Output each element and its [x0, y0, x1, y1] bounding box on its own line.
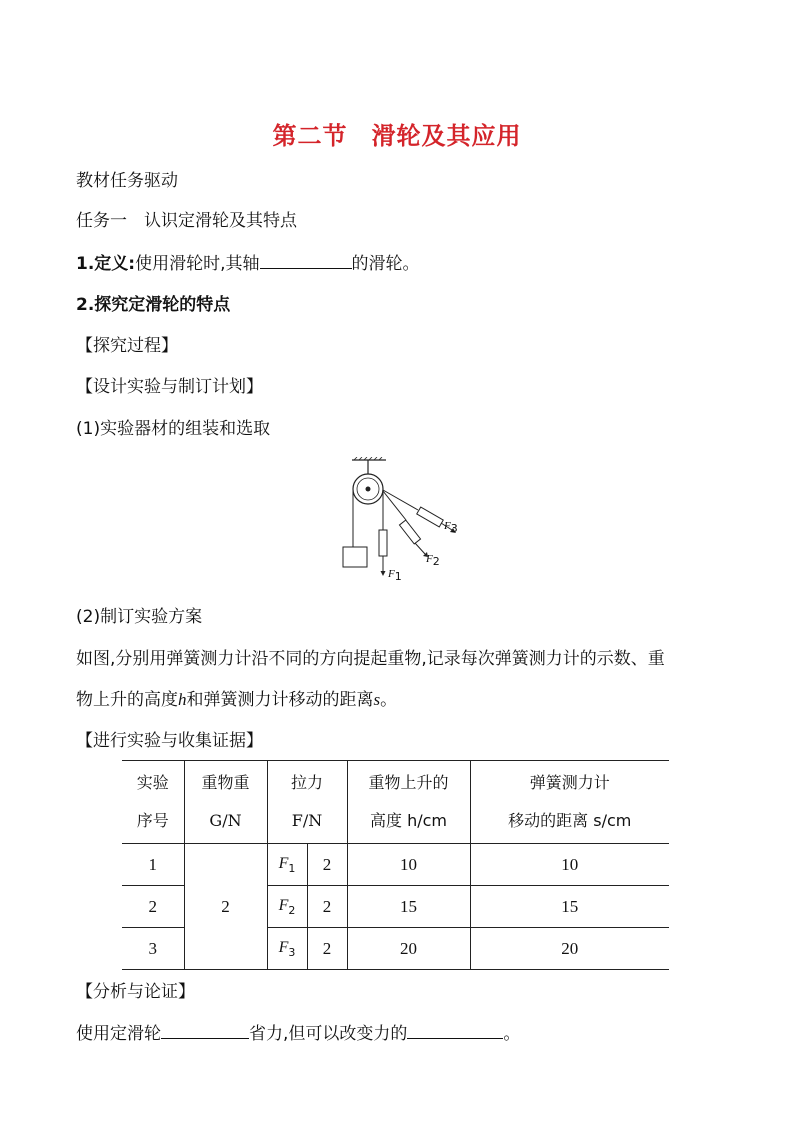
- table-row: 1 2 $F_1$ 2 10 10: [122, 844, 669, 886]
- header-distance: 弹簧测力计 移动的距离 s/cm: [470, 761, 669, 844]
- table-header-row: [122, 761, 669, 844]
- step1-text: (1)实验器材的组装和选取: [76, 419, 271, 439]
- label-f2: $F_2$: [426, 553, 440, 569]
- section-heading: 教材任务驱动: [76, 171, 178, 191]
- weight-cell: 2: [184, 844, 267, 970]
- definition-label: 1.定义:: [76, 254, 136, 274]
- definition-blank[interactable]: [260, 252, 352, 269]
- analysis-heading: 【分析与论证】: [76, 982, 195, 1002]
- process-heading: 【探究过程】: [76, 336, 178, 356]
- header-weight: 重物重 G/N: [184, 761, 267, 844]
- conclusion-blank-2[interactable]: [407, 1022, 503, 1039]
- spring-scale-3: [417, 507, 444, 527]
- header-force: 拉力 F/N: [267, 761, 347, 844]
- spring-scale-1: [379, 530, 387, 556]
- definition-line: 1.定义:使用滑轮时,其轴 的滑轮。: [76, 254, 420, 274]
- plan-line-1: 如图,分别用弹簧测力计沿不同的方向提起重物,记录每次弹簧测力计的示数、重: [76, 649, 665, 669]
- task-heading: 任务一 认识定滑轮及其特点: [76, 211, 297, 231]
- plan-line-2: 物上升的高度h和弹簧测力计移动的距离s。: [76, 690, 398, 710]
- weight-block: [343, 547, 367, 567]
- spring-scale-2: [399, 520, 420, 544]
- experiment-table: [122, 760, 669, 970]
- header-height: 重物上升的 高度 h/cm: [347, 761, 470, 844]
- label-f1: $F_1$: [388, 568, 402, 584]
- conclusion-line: 使用定滑轮 省力,但可以改变力的 。: [76, 1024, 521, 1044]
- collect-heading: 【进行实验与收集证据】: [76, 731, 263, 751]
- label-f3: $F_3$: [444, 520, 458, 536]
- explore-title: 2.探究定滑轮的特点: [76, 295, 231, 315]
- conclusion-blank-1[interactable]: [161, 1022, 249, 1039]
- table-row: 3 $F_3$ 2 20 20: [122, 928, 669, 970]
- step2-text: (2)制订实验方案: [76, 607, 203, 627]
- design-heading: 【设计实验与制订计划】: [76, 377, 263, 397]
- header-trial: 实验 序号: [122, 761, 184, 844]
- page-title: 第二节 滑轮及其应用: [272, 122, 522, 150]
- table-row: 2 $F_2$ 2 15 15: [122, 886, 669, 928]
- pulley-figure: [340, 457, 470, 591]
